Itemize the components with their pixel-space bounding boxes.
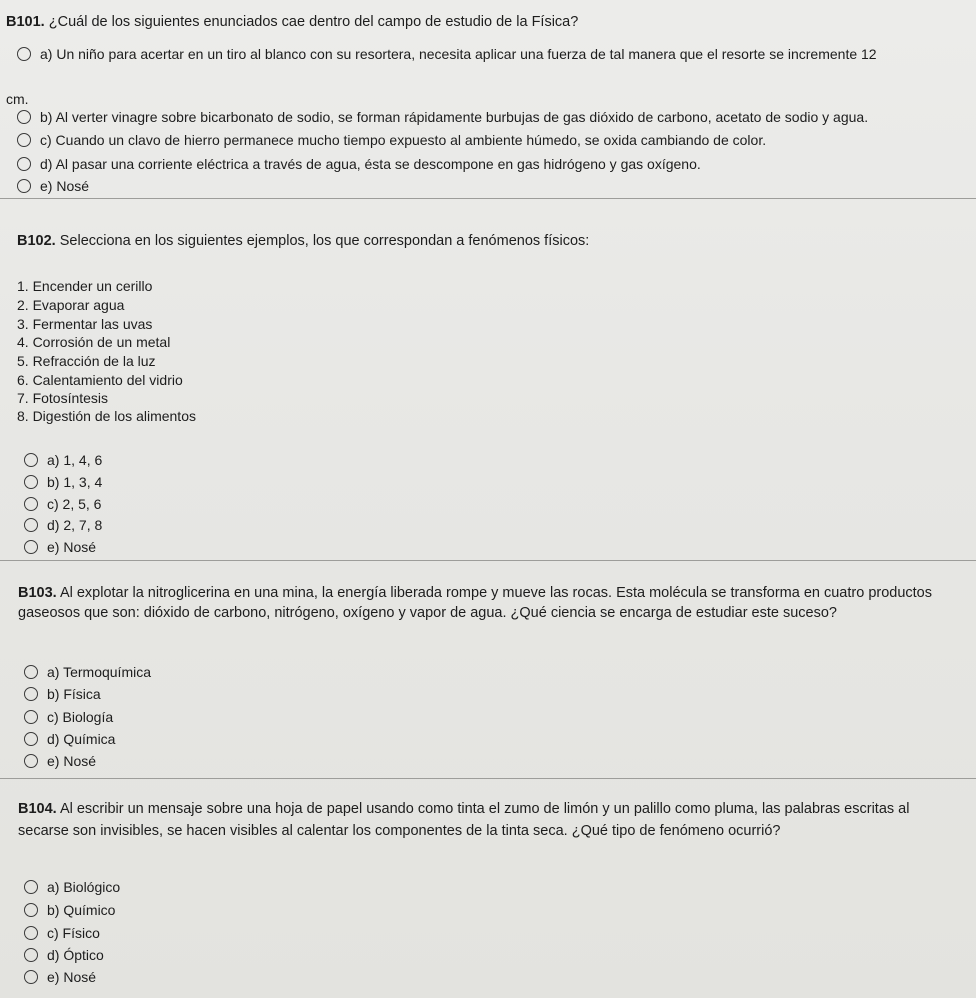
radio-button[interactable] [24,970,38,984]
radio-button[interactable] [17,133,31,147]
option-label: a) 1, 4, 6 [47,452,103,468]
option-label: c) 2, 5, 6 [47,496,102,512]
option-b101-a-continuation [6,90,29,108]
example-item: 3. Fermentar las uvas [17,316,153,332]
radio-button[interactable] [24,540,38,554]
option-b103-a[interactable] [24,663,151,681]
option-label: e) Nosé [47,753,97,769]
option-b101-b[interactable] [17,108,868,126]
option-label: d) Química [47,731,116,747]
radio-button[interactable] [17,110,31,124]
option-b101-d[interactable] [17,155,701,173]
option-label: b) Física [47,686,101,702]
option-label: a) Termoquímica [47,664,152,680]
radio-button[interactable] [24,710,38,724]
option-b104-a[interactable] [24,878,120,896]
option-label: c) Físico [47,925,100,941]
question-b102-prompt [17,231,589,251]
option-label: d) 2, 7, 8 [47,517,103,533]
option-b103-d[interactable] [24,730,115,748]
option-label: b) Al verter vinagre sobre bicarbonato de sodio, se forman rápidamente burbujas de gas dióxido de carbono, acetato de sodio y agua. [40,109,869,125]
question-text-line: secarse son invisibles, se hacen visibles al calentar los componentes de la tinta seca. ¿Qué tipo de fenómeno ocurrió? [18,823,781,839]
option-label: e) Nosé [40,178,90,194]
radio-button[interactable] [24,518,38,532]
radio-button[interactable] [17,157,31,171]
option-b104-d[interactable] [24,946,104,964]
option-b104-e[interactable] [24,968,96,986]
option-b102-b[interactable] [24,473,102,491]
question-text-line: gaseosos que son: dióxido de carbono, nitrógeno, oxígeno y vapor de agua. ¿Qué ciencia se encarga de estudiar este suceso? [18,605,837,621]
option-b102-d[interactable] [24,516,102,534]
radio-button[interactable] [24,948,38,962]
option-label: c) Biología [47,709,114,725]
question-number: B102. [17,233,56,249]
question-b101-prompt [6,12,578,32]
question-text-line: Al escribir un mensaje sobre una hoja de papel usando como tinta el zumo de limón y un palillo como pluma, las palabras escritas al [59,801,910,817]
option-label: b) Químico [47,902,116,918]
option-label-continuation: cm. [6,91,29,107]
example-item: 6. Calentamiento del vidrio [17,372,183,388]
question-text-line: Al explotar la nitroglicerina en una mina, la energía liberada rompe y mueve las rocas. Esta molécula se transforma en cuatro productos [59,585,932,601]
example-item: 1. Encender un cerillo [17,278,153,294]
question-b104-prompt [18,799,909,819]
radio-button[interactable] [24,926,38,940]
option-b103-b[interactable] [24,685,101,703]
option-label: a) Biológico [47,879,121,895]
option-b101-c[interactable] [17,131,766,149]
example-item: 5. Refracción de la luz [17,353,156,369]
question-b104 [0,778,976,998]
option-b101-e[interactable] [17,177,89,195]
option-b102-c[interactable] [24,495,101,513]
question-text: ¿Cuál de los siguientes enunciados cae dentro del campo de estudio de la Física? [48,14,579,30]
radio-button[interactable] [24,880,38,894]
option-label: c) Cuando un clavo de hierro permanece mucho tiempo expuesto al ambiente húmedo, se oxida cambiando de color. [40,132,767,148]
option-b103-c[interactable] [24,708,113,726]
question-number: B104. [18,801,57,817]
question-b103-prompt [18,583,932,603]
radio-button[interactable] [17,47,31,61]
question-number: B101. [6,14,45,30]
radio-button[interactable] [24,665,38,679]
option-label: e) Nosé [47,539,97,555]
option-label: d) Óptico [47,947,104,963]
example-item: 2. Evaporar agua [17,297,125,313]
option-label: d) Al pasar una corriente eléctrica a través de agua, ésta se descompone en gas hidrógeno y gas oxígeno. [40,156,701,172]
radio-button[interactable] [24,453,38,467]
option-b102-e[interactable] [24,538,96,556]
question-text: Selecciona en los siguientes ejemplos, los que correspondan a fenómenos físicos: [59,233,590,249]
radio-button[interactable] [24,732,38,746]
radio-button[interactable] [17,179,31,193]
example-item: 4. Corrosión de un metal [17,334,171,350]
question-b103 [0,560,976,778]
option-label: e) Nosé [47,969,97,985]
question-b102 [0,198,976,560]
radio-button[interactable] [24,497,38,511]
radio-button[interactable] [24,687,38,701]
option-b102-a[interactable] [24,451,102,469]
option-b104-c[interactable] [24,924,100,942]
option-b103-e[interactable] [24,752,96,770]
radio-button[interactable] [24,475,38,489]
option-b101-a[interactable] [17,45,877,63]
radio-button[interactable] [24,903,38,917]
question-number: B103. [18,585,57,601]
option-label: a) Un niño para acertar en un tiro al blanco con su resortera, necesita aplicar una fuerza de tal manera que el resorte se incremente 12 [40,46,877,62]
radio-button[interactable] [24,754,38,768]
option-b104-b[interactable] [24,901,115,919]
example-item: 8. Digestión de los alimentos [17,408,196,424]
option-label: b) 1, 3, 4 [47,474,103,490]
question-b101 [0,0,976,198]
example-item: 7. Fotosíntesis [17,390,109,406]
